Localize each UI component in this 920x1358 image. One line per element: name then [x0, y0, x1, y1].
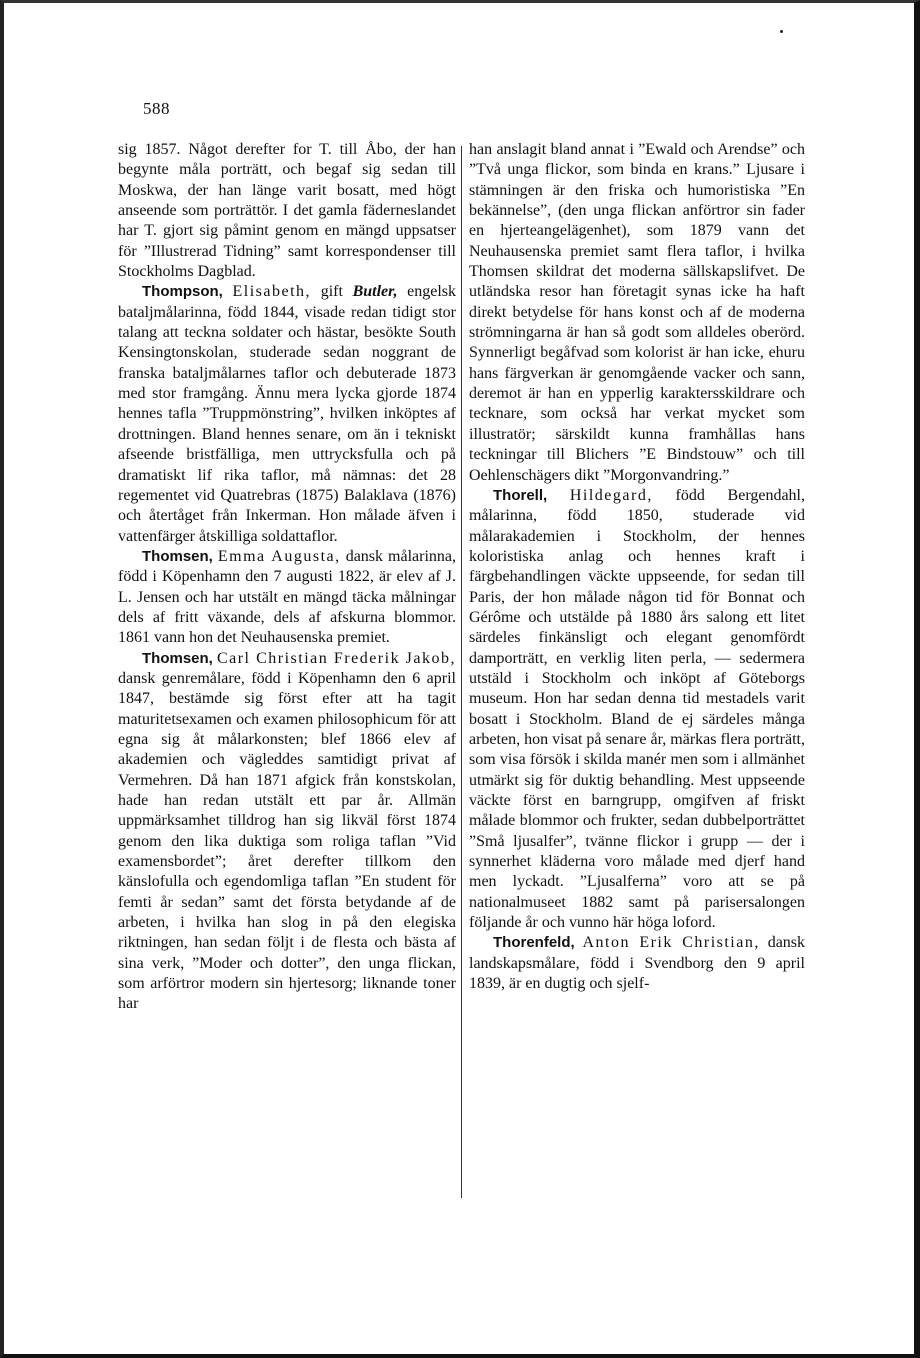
column-divider: [461, 146, 462, 1198]
entry-thomsen-emma: [118, 547, 456, 649]
entry-text: född Bergendahl, målarinna, född 1850, studerade vid målarakademien i Stockholm, der hennes koloristiska anlag och hennes kraft i färgbehandlingen väckte uppseende, for sedan till Paris, der hon målade någon tid för Bonnat och Gérôme och utstälde på 1880 års salong ett litet särdeles finkänsligt och elegant genomfördt damporträtt, en verklig liten perla, — sedermera utstäld i Stockholm och inköpt af Göteborgs museum. Hon har sedan denna tid mestadels varit bosatt i Stockholm. Bland de ej särdeles många arbeten, hon visat på senare år, märkas flera porträtt, som visa försök i skilda manér men som i allmänhet utmärkt sig för duktig behandling. Mest uppseende väckte först en barngrupp, omgifven af friskt målade blommor och frukter, sedan dubbelporträttet ”Små ljusalfer”, tvänne flickor i grupp — der i synnerhet kläderna voro målade med djerf hand men lyckadt. ”Ljusalferna” voro att se på nationalmuseet 1882 samt på parisersalongen följande år och vunno här höga loford.: [469, 486, 806, 932]
entry-text: gift: [320, 283, 343, 301]
entry-thomsen-carl: [118, 649, 456, 1015]
entry-headword: Thorell,: [493, 486, 548, 504]
entry-thorell: [469, 486, 805, 934]
scan-speck: [780, 30, 783, 33]
left-column: [118, 140, 456, 1015]
entry-thompson: [118, 282, 456, 546]
continued-paragraph: han anslagit bland annat i ”Ewald och Arendse” och ”Två unga flickor, som binda en krans.” Ljusare i stämningen är den friska och humoristiska ”En bekännelse”, (den unga flickan anförtror sin fader en hjerteangelägenhet), som 1879 vann det Neuhausenska premiet samt flera taflor, i hvilka Thomsen skildrat det moderna sällskapslifvet. De utländska resor han företagit synas icke ha haft direkt betydelse för hans konst och af de moderna strömningarna är han så godt som alldeles oberörd. Synnerligt begåfvad som kolorist är han icke, ehuru hans färgverkan är genomgående vacker och sann, deremot är han en ypperlig karaktersskildrare och tecknare, som också har verkat mycket som illustratör; särskildt kunna framhållas hans teckningar till Blichers ”E Bindstouw” och till Oehlenschägers dikt ”Morgonvandring.”: [469, 141, 805, 484]
entry-given-names: Emma Augusta,: [217, 547, 341, 565]
entry-text: dansk genremålare, född i Köpenhamn den 6 april 1847, bestämde sig först efter att ha tagit maturitetsexamen och examen philosophicum för att egna sig åt målarkonsten; blef 1866 elev af akademien och vägleddes samtidigt privat af Vermehren. Då han 1871 afgick från konstskolan, hade han redan utstält ett par år. Allmän uppmärksamhet tilldrog han sig likväl först 1874 genom den lika duktiga som roliga taflan ”Vid examensbordet”; året derefter tillkom den känslofulla och egendomliga taflan ”En student för femti år sedan” samt det första betydande af de arbeten, i hvilka han slog in på den elegiska riktningen, han sedan följt i de flesta och bästa af sina verk, ”Moder och dotter”, den unga flickan, som arförtror modern sin hjertesorg; liknande toner har: [118, 669, 456, 1013]
entry-headword: Thomsen,: [142, 547, 213, 565]
entry-headword: Thomsen,: [142, 649, 213, 667]
entry-given-names: Elisabeth,: [232, 283, 312, 301]
entry-headword: Thorenfeld,: [493, 934, 575, 952]
entry-thorenfeld: [469, 933, 805, 994]
entry-text: dansk landskapsmålare, född i Svendborg den 9 april 1839, är en dugtig och sjelf-: [469, 934, 806, 993]
entry-given-names: Hildegard,: [569, 486, 653, 504]
entry-given-names: Anton Erik Christian,: [582, 934, 760, 952]
right-column: [469, 140, 805, 994]
entry-headword: Thompson,: [142, 283, 223, 301]
entry-text: dansk målarinna, född i Köpenhamn den 7 augusti 1822, är elev af J. L. Jensen och har utstält en mängd täcka målningar dels af fritt växande, dels af afskurna blommor. 1861 vann hon det Neuhausenska premiet.: [118, 547, 457, 647]
continued-paragraph: sig 1857. Något derefter for T. till Åbo, der han begynte måla porträtt, och begaf sig sedan till Moskwa, der han länge varit bosatt, med högt anseende som porträttör. I det gamla fäderneslandet har T. gjort sig påmint genom en mängd uppsatser för ”Illustrerad Tidning” samt korrespondenser till Stockholms Dagblad.: [118, 141, 456, 281]
entry-married-name: Butler,: [352, 283, 398, 301]
entry-given-names: Carl Christian Frederik Jakob,: [216, 649, 456, 667]
entry-text: engelsk bataljmålarinna, född 1844, visade redan tidigt stor talang att teckna soldater och hästar, besökte South Kensingtonskolan, studerade sedan noggrant de franska bataljmålarnes taflor och debuterade 1873 med stor framgång. Ännu mera lycka gjorde 1874 hennes tafla ”Truppmönstring”, hvilken inköptes af drottningen. Bland hennes senare, om än i tekniskt afseende bristfälliga, men uttrycksfulla och på dramatiskt lif rika taflor, må nämnas: det 28 regementet vid Quatrebras (1875) Balaklava (1876) och återtåget från Inkerman. Hon målade äfven i vattenfärger åtskilliga soldattaflor.: [118, 283, 456, 545]
page-number: 588: [143, 99, 170, 118]
